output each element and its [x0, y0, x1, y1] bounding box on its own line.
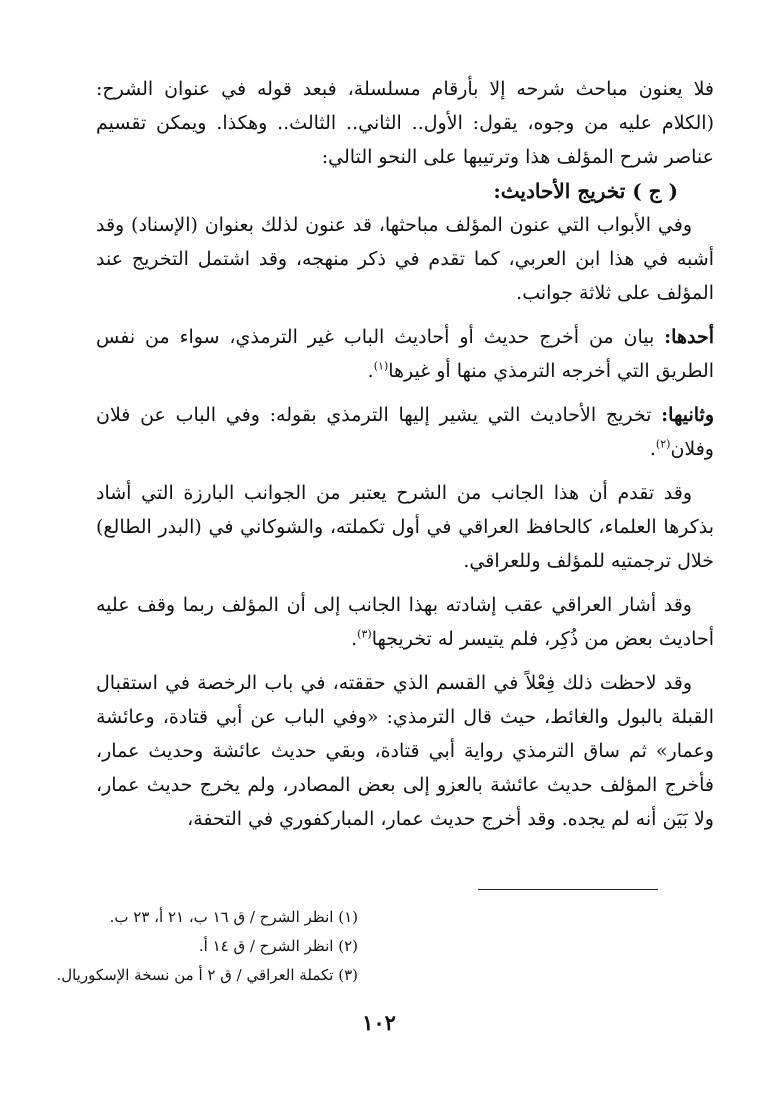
paragraph-iraqi-note — [96, 588, 714, 656]
page-body — [96, 72, 714, 836]
footnote-ref-2: (٢) — [655, 437, 671, 451]
footnote-separator — [478, 889, 658, 890]
page-number: ١٠٢ — [362, 1010, 396, 1035]
paragraph-praise: وقد تقدم أن هذا الجانب من الشرح يعتبر من الجوانب البارزة التي أشاد بذكرها العلماء، كالحافظ العراقي في أول تكملته، والشوكاني في (البدر الطالع) خلال ترجمتيه للمؤلف وللعراقي. — [96, 482, 714, 572]
first-aspect-label: أحدها: — [664, 326, 714, 348]
second-aspect-end: . — [649, 438, 656, 460]
footnote-3: (٣) تكملة العراقي / ق ٢ أ من نسخة الإسكوريال. — [56, 966, 358, 984]
second-aspect-label: وثانيها: — [661, 404, 715, 426]
section-heading: ( ج ) تخريج الأحاديث: — [493, 179, 678, 203]
footnote-ref-1: (١) — [373, 359, 389, 373]
paragraph-isnad: وفي الأبواب التي عنون المؤلف مباحثها، قد عنون لذلك بعنوان (الإسناد) وقد أشبه في هذا ابن العربي، كما تقدم في ذكر منهجه، وقد اشتمل التخريج عند المؤلف على ثلاثة جوانب. — [96, 214, 714, 304]
footnotes — [58, 903, 358, 990]
paragraph-observation: وقد لاحظت ذلك فِعْلاً في القسم الذي حققته، في باب الرخصة في استقبال القبلة بالبول والغائط، حيث قال الترمذي: «وفي الباب عن أبي قتادة، وعائشة وعمار» ثم ساق الترمذي رواية أبي قتادة، وبقي حديث عائشة وحديث عمار، فأخرج المؤلف حديث عائشة بالعزو إلى بعض المصادر، ولم يخرج حديث عمار، ولا بَيَن أنه لم يجده. وقد أخرج حديث عمار، المباركفوري في التحفة، — [96, 672, 714, 830]
paragraph-second-aspect — [96, 398, 714, 466]
first-aspect-text: بيان من أخرج حديث أو أحاديث الباب غير الترمذي، سواء من نفس الطريق التي أخرجه الترمذي منها أو غيرها — [96, 326, 714, 382]
second-aspect-text: تخريج الأحاديث التي يشير إليها الترمذي بقوله: وفي الباب عن فلان وفلان — [96, 404, 714, 460]
iraqi-note-end: . — [351, 628, 358, 650]
footnote-1: (١) انظر الشرح / ق ١٦ ب، ٢١ أ، ٢٣ ب. — [109, 908, 358, 926]
footnote-2: (٢) انظر الشرح / ق ١٤ أ. — [198, 937, 358, 955]
iraqi-note-text: وقد أشار العراقي عقب إشادته بهذا الجانب إلى أن المؤلف ربما وقف عليه أحاديث بعض من ذُكِر، فلم يتيسر له تخريجها — [96, 594, 714, 650]
paragraph-intro: فلا يعنون مباحث شرحه إلا بأرقام مسلسلة، فبعد قوله في عنوان الشرح: (الكلام عليه من وجوه، يقول: الأول.. الثاني.. الثالث.. وهكذا. ويمكن تقسيم عناصر شرح المؤلف هذا وترتيبها على النحو التالي: — [96, 78, 714, 168]
first-aspect-end: . — [367, 360, 374, 382]
footnote-ref-3: (٣) — [357, 627, 372, 641]
paragraph-first-aspect — [96, 320, 714, 388]
